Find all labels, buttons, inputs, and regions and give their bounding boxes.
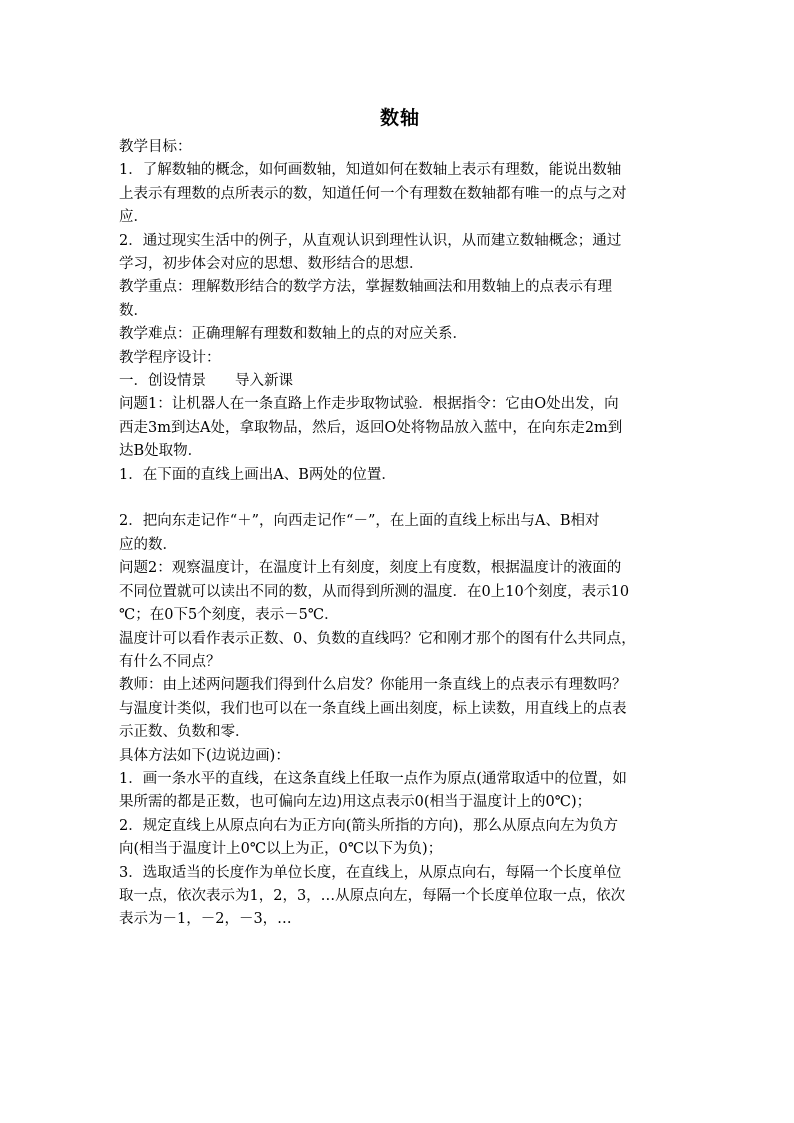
text-line: ℃；在0下5个刻度，表示－5℃．	[119, 607, 339, 624]
text-line: 教师：由上述两问题我们得到什么启发？你能用一条直线上的点表示有理数吗？	[119, 677, 627, 694]
text-line: 具体方法如下(边说边画)：	[119, 747, 290, 764]
text-line: 问题1：让机器人在一条直路上作走步取物试验．根据指令：它由O处出发，向	[119, 396, 619, 413]
text-line: 学习，初步体会对应的思想、数形结合的思想．	[119, 256, 424, 273]
text-line: 一．创设情景 导入新课	[119, 373, 293, 390]
text-line: 上表示有理数的点所表示的数，知道任何一个有理数在数轴都有唯一的点与之对	[119, 185, 627, 202]
document-page	[119, 100, 681, 932]
text-line: 教学程序设计：	[119, 349, 221, 366]
text-line: 教学难点：正确理解有理数和数轴上的点的对应关系．	[119, 326, 467, 343]
document-body	[119, 136, 681, 932]
text-line: 1．了解数轴的概念，如何画数轴，知道如何在数轴上表示有理数，能说出数轴	[119, 162, 622, 179]
text-line: 向(相当于温度计上0℃以上为正，0℃以下为负)；	[119, 841, 443, 858]
text-line: 表示为－1，－2，－3，…	[119, 911, 292, 928]
text-line: 果所需的都是正数，也可偏向左边)用这点表示0(相当于温度计上的0℃)；	[119, 794, 592, 811]
text-line: 取一点，依次表示为1，2，3，…从原点向左，每隔一个长度单位取一点，依次	[119, 887, 626, 904]
text-line: 与温度计类似，我们也可以在一条直线上画出刻度，标上读数，用直线上的点表	[119, 700, 627, 717]
text-line: 3．选取适当的长度作为单位长度，在直线上，从原点向右，每隔一个长度单位	[119, 864, 622, 881]
blank-line	[119, 487, 681, 510]
text-line: 教学目标：	[119, 139, 192, 155]
text-line: 2．通过现实生活中的例子，从直观认识到理性认识，从而建立数轴概念；通过	[119, 232, 622, 249]
text-line: 有什么不同点？	[119, 653, 221, 670]
text-line: 2．把向东走记作“＋”，向西走记作“－”，在上面的直线上标出与A、B相对	[119, 513, 600, 530]
text-line: 2．规定直线上从原点向右为正方向(箭头所指的方向)，那么从原点向左为负方	[119, 817, 619, 834]
text-line: 问题2：观察温度计，在温度计上有刻度，刻度上有度数，根据温度计的液面的	[119, 560, 622, 577]
text-line: 西走3m到达A处，拿取物品，然后，返回O处将物品放入蓝中，在向东走2m到	[119, 419, 623, 436]
text-line: 达B处取物．	[119, 443, 203, 460]
text-line: 数．	[119, 302, 148, 319]
text-line: 示正数、负数和零．	[119, 724, 250, 741]
text-line: 应．	[119, 209, 148, 226]
text-line: 教学重点：理解数形结合的数学方法，掌握数轴画法和用数轴上的点表示有理	[119, 279, 612, 296]
text-line: 不同位置就可以读出不同的数，从而得到所测的温度．在0上10个刻度，表示10	[119, 583, 630, 600]
page-title: 数轴	[379, 107, 420, 129]
text-line: 应的数．	[119, 536, 177, 553]
text-line: 温度计可以看作表示正数、0、负数的直线吗？它和刚才那个的图有什么共同点，	[119, 630, 636, 647]
text-line: 1．在下面的直线上画出A、B两处的位置．	[119, 466, 396, 483]
text-line: 1．画一条水平的直线，在这条直线上任取一点作为原点(通常取适中的位置，如	[119, 770, 627, 787]
